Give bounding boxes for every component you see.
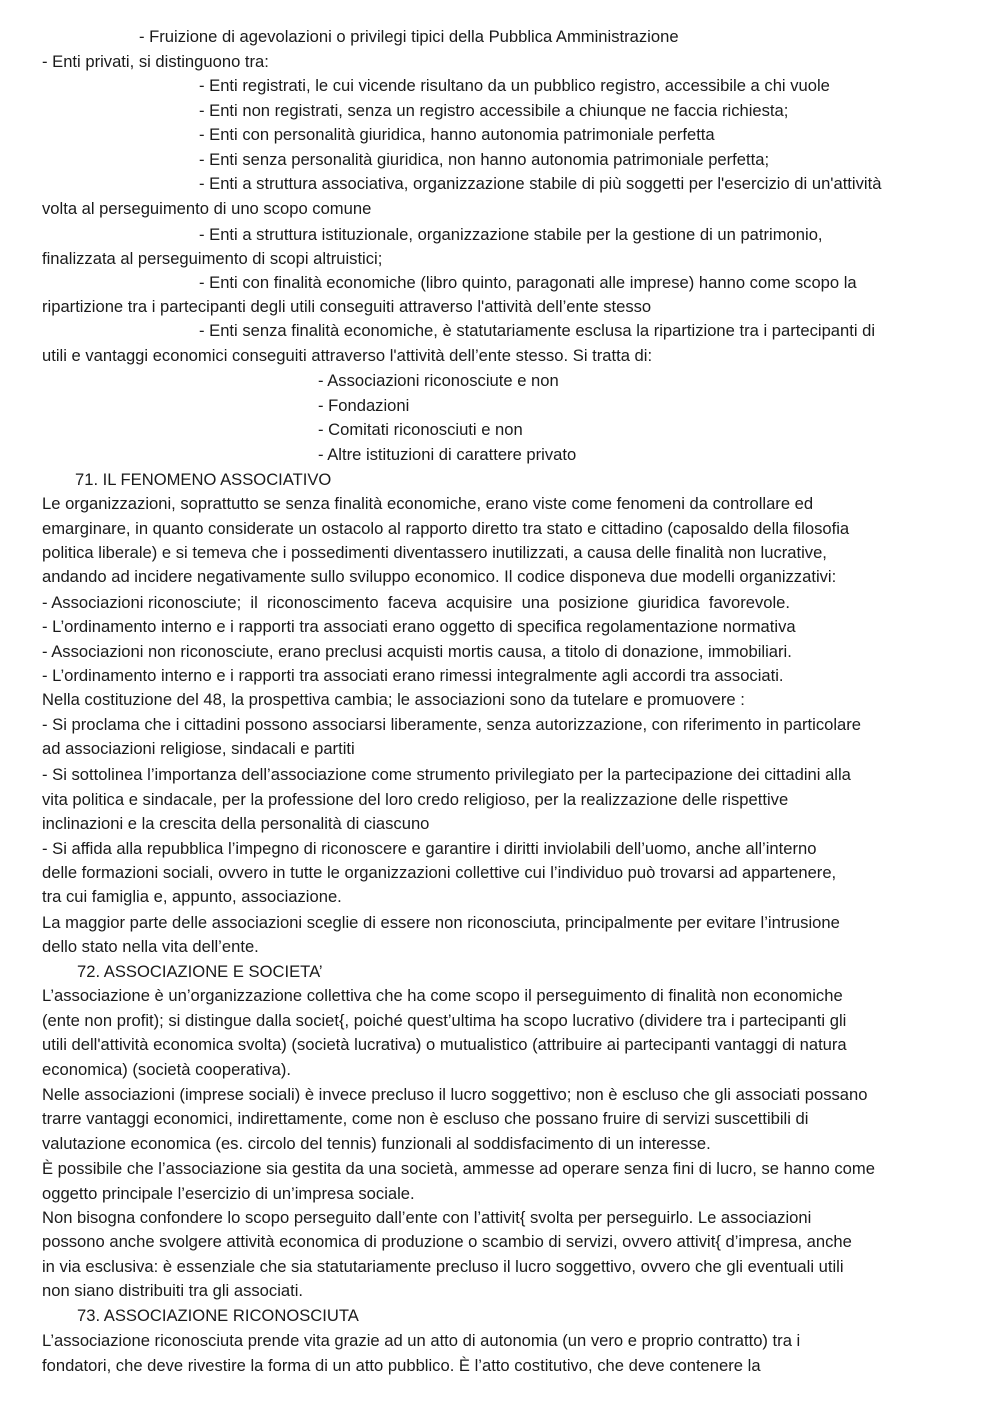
text-line: finalizzata al perseguimento di scopi altruistici; xyxy=(42,249,383,268)
text-line: possono anche svolgere attività economica di produzione o scambio di servizi, ovvero attivit{ d’impresa, anche xyxy=(42,1232,852,1251)
text-line: utili dell'attività economica svolta) (società lucrativa) o mutualistico (attribuire ai partecipanti vantaggi di natura xyxy=(42,1035,847,1054)
section-heading: 71. IL FENOMENO ASSOCIATIVO xyxy=(75,470,332,489)
text-line: dello stato nella vita dell’ente. xyxy=(42,937,259,956)
text-line: - Enti registrati, le cui vicende risultano da un pubblico registro, accessibile a chi vuole xyxy=(199,76,830,95)
text-line: - Enti a struttura associativa, organizzazione stabile di più soggetti per l'esercizio di un'attività xyxy=(199,174,882,193)
text-line: - L’ordinamento interno e i rapporti tra associati erano rimessi integralmente agli accordi tra associati. xyxy=(42,666,784,685)
text-line: inclinazioni e la crescita della personalità di ciascuno xyxy=(42,814,430,833)
text-line: non siano distribuiti tra gli associati. xyxy=(42,1281,304,1300)
text-line: Le organizzazioni, soprattutto se senza finalità economiche, erano viste come fenomeni da controllare ed xyxy=(42,494,814,513)
text-line: emarginare, in quanto considerate un ostacolo al rapporto diretto tra stato e cittadino (caposaldo della filosofia xyxy=(42,519,850,538)
text-line: tra cui famiglia e, appunto, associazione. xyxy=(42,887,342,906)
text-line: ad associazioni religiose, sindacali e partiti xyxy=(42,739,355,758)
text-line: - Enti con personalità giuridica, hanno autonomia patrimoniale perfetta xyxy=(199,125,715,144)
text-line: volta al perseguimento di uno scopo comune xyxy=(42,199,372,218)
text-line: fondatori, che deve rivestire la forma di un atto pubblico. È l’atto costitutivo, che deve contenere la xyxy=(42,1356,761,1375)
text-line: - Si proclama che i cittadini possono associarsi liberamente, senza autorizzazione, con riferimento in particolare xyxy=(42,715,862,734)
text-line: - Si affida alla repubblica l’impegno di riconoscere e garantire i diritti inviolabili dell’uomo, anche all’interno xyxy=(42,839,817,858)
text-line: - Fondazioni xyxy=(318,396,410,415)
text-line: - Associazioni riconosciute e non xyxy=(318,371,559,390)
text-line: - Associazioni non riconosciute, erano preclusi acquisti mortis causa, a titolo di donazione, immobiliari. xyxy=(42,642,792,661)
text-line: - Enti non registrati, senza un registro accessibile a chiunque ne faccia richiesta; xyxy=(199,101,789,120)
text-line: - Enti privati, si distinguono tra: xyxy=(42,52,269,71)
text-line: andando ad incidere negativamente sullo sviluppo economico. Il codice disponeva due modelli organizzativi: xyxy=(42,567,837,586)
text-line: delle formazioni sociali, ovvero in tutte le organizzazioni collettive cui l’individuo può trovarsi ad appartenere, xyxy=(42,863,837,882)
text-line: - Enti senza personalità giuridica, non hanno autonomia patrimoniale perfetta; xyxy=(199,150,770,169)
text-line: vita politica e sindacale, per la professione del loro credo religioso, per la realizzazione delle rispettive xyxy=(42,790,789,809)
text-line: in via esclusiva: è essenziale che sia statutariamente precluso il lucro soggettivo, ovvero che gli eventuali utili xyxy=(42,1257,844,1276)
text-line: - Enti senza finalità economiche, è statutariamente esclusa la ripartizione tra i partecipanti di xyxy=(199,321,876,340)
text-line: - Si sottolinea l’importanza dell’associazione come strumento privilegiato per la partecipazione dei cittadini alla xyxy=(42,765,851,784)
text-line: La maggior parte delle associazioni sceglie di essere non riconosciuta, principalmente per evitare l’intrusione xyxy=(42,913,840,932)
text-line: È possibile che l’associazione sia gestita da una società, ammesse ad operare senza fini di lucro, se hanno come xyxy=(42,1159,875,1178)
section-heading: 73. ASSOCIAZIONE RICONOSCIUTA xyxy=(77,1306,359,1325)
text-line: - L’ordinamento interno e i rapporti tra associati erano oggetto di specifica regolamentazione normativa xyxy=(42,617,796,636)
text-line: oggetto principale l’esercizio di un’impresa sociale. xyxy=(42,1184,415,1203)
text-line: - Fruizione di agevolazioni o privilegi tipici della Pubblica Amministrazione xyxy=(139,27,679,46)
text-line: - Comitati riconosciuti e non xyxy=(318,420,523,439)
text-line: trarre vantaggi economici, indirettamente, come non è escluso che possano fruire di servizi suscettibili di xyxy=(42,1109,809,1128)
text-line: economica) (società cooperativa). xyxy=(42,1060,292,1079)
text-line: ripartizione tra i partecipanti degli utili conseguiti attraverso l'attività dell’ente stesso xyxy=(42,297,652,316)
text-line: - Enti a struttura istituzionale, organizzazione stabile per la gestione di un patrimonio, xyxy=(199,225,823,244)
text-line: utili e vantaggi economici conseguiti attraverso l'attività dell’ente stesso. Si tratta di: xyxy=(42,346,653,365)
text-line: valutazione economica (es. circolo del tennis) funzionali al soddisfacimento di un interesse. xyxy=(42,1134,711,1153)
text-line: L’associazione è un’organizzazione collettiva che ha come scopo il perseguimento di finalità non economiche xyxy=(42,986,843,1005)
text-line: politica liberale) e si temeva che i possedimenti diventassero inutilizzati, a causa delle finalità non lucrative, xyxy=(42,543,827,562)
text-line: Nelle associazioni (imprese sociali) è invece precluso il lucro soggettivo; non è escluso che gli associati possano xyxy=(42,1085,868,1104)
section-heading: 72. ASSOCIAZIONE E SOCIETA’ xyxy=(77,962,323,981)
text-line: L’associazione riconosciuta prende vita grazie ad un atto di autonomia (un vero e proprio contratto) tra i xyxy=(42,1331,801,1350)
text-line: - Enti con finalità economiche (libro quinto, paragonati alle imprese) hanno come scopo la xyxy=(199,273,857,292)
text-line: (ente non profit); si distingue dalla societ{, poiché quest’ultima ha scopo lucrativo (dividere tra i partecipanti gli xyxy=(42,1011,847,1030)
text-line: Non bisogna confondere lo scopo perseguito dall’ente con l’attivit{ svolta per perseguirlo. Le associazioni xyxy=(42,1208,812,1227)
text-line: Nella costituzione del 48, la prospettiva cambia; le associazioni sono da tutelare e promuovere : xyxy=(42,690,745,709)
text-line: - Altre istituzioni di carattere privato xyxy=(318,445,577,464)
text-line: - Associazioni riconosciute; il riconoscimento faceva acquisire una posizione giuridica favorevole. xyxy=(42,593,791,612)
